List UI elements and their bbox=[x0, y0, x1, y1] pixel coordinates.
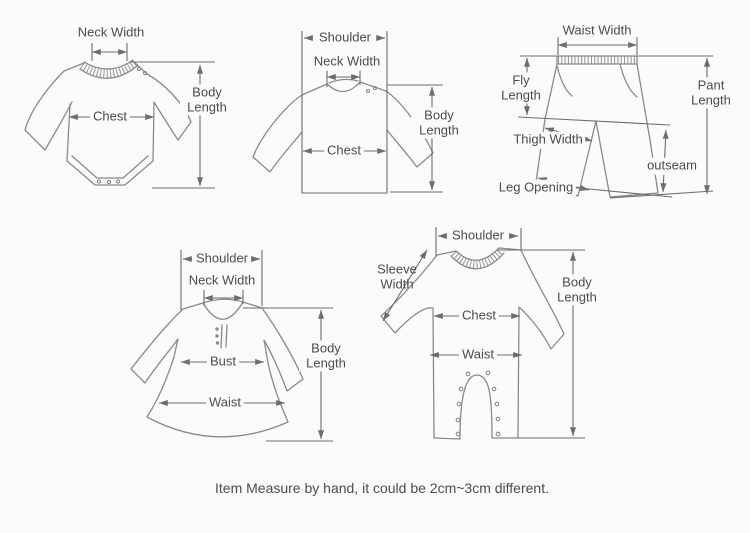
romper-body-length-label: Body Length bbox=[550, 274, 604, 305]
dress-button bbox=[215, 334, 218, 337]
bodysuit-crotch-snap bbox=[116, 180, 119, 183]
bodysuit-crotch-snap bbox=[97, 180, 100, 183]
pants-fly-length-label: Fly Length bbox=[495, 72, 547, 103]
bodysuit-shoulder-snap bbox=[137, 67, 140, 70]
shirt-outline bbox=[253, 82, 433, 193]
dress-body-length-label: Body Length bbox=[299, 340, 353, 371]
romper-snap bbox=[459, 387, 463, 391]
dress-shoulder-label: Shoulder bbox=[193, 251, 251, 268]
dress-waist-label: Waist bbox=[206, 395, 244, 412]
romper-snap bbox=[496, 417, 500, 421]
shirt-body-length-label: Body Length bbox=[411, 107, 467, 138]
romper-snap bbox=[496, 432, 500, 436]
romper-snap bbox=[456, 432, 460, 436]
pants-pant-length-label: Pant Length bbox=[685, 77, 737, 108]
romper-snap bbox=[495, 402, 499, 406]
pants-waist-width-label: Waist Width bbox=[560, 23, 635, 40]
shirt-neck-width-label: Neck Width bbox=[311, 54, 383, 71]
shirt-drawing bbox=[253, 79, 433, 193]
dress-collar bbox=[203, 299, 243, 319]
pants-leg-opening-label: Leg Opening bbox=[496, 180, 576, 197]
dress-button bbox=[216, 341, 219, 344]
shirt-shoulder-label: Shoulder bbox=[316, 30, 374, 47]
pants-thigh-width-label: Thigh Width bbox=[510, 132, 585, 149]
dress-button bbox=[215, 327, 218, 330]
dress-neck-width-label: Neck Width bbox=[186, 273, 258, 290]
bodysuit-body-length-label: Body Length bbox=[180, 84, 234, 115]
bodysuit-neck-width-label: Neck Width bbox=[75, 25, 147, 42]
bodysuit-crotch-snap bbox=[107, 180, 110, 183]
bodysuit-chest-label: Chest bbox=[90, 109, 130, 126]
romper-snap bbox=[456, 418, 460, 422]
romper-snap bbox=[492, 387, 496, 391]
romper-snap bbox=[457, 402, 461, 406]
pants-drawing bbox=[536, 56, 658, 197]
romper-shoulder-label: Shoulder bbox=[449, 228, 507, 245]
pants-outseam-label: outseam bbox=[644, 158, 700, 175]
romper-sleeve-width-label: Sleeve Width bbox=[377, 261, 417, 291]
romper-snap bbox=[466, 372, 470, 376]
dress-bust-label: Bust bbox=[207, 354, 239, 371]
measurement-disclaimer-caption: Item Measure by hand, it could be 2cm~3cm different. bbox=[215, 480, 549, 496]
romper-snap bbox=[486, 371, 490, 375]
romper-waist-label: Waist bbox=[459, 347, 497, 364]
shirt-collar bbox=[327, 79, 360, 91]
shirt-shoulder-snap bbox=[367, 90, 370, 93]
shirt-chest-label: Chest bbox=[324, 143, 364, 160]
shirt-shoulder-snap bbox=[374, 87, 377, 90]
romper-chest-label: Chest bbox=[459, 308, 499, 325]
